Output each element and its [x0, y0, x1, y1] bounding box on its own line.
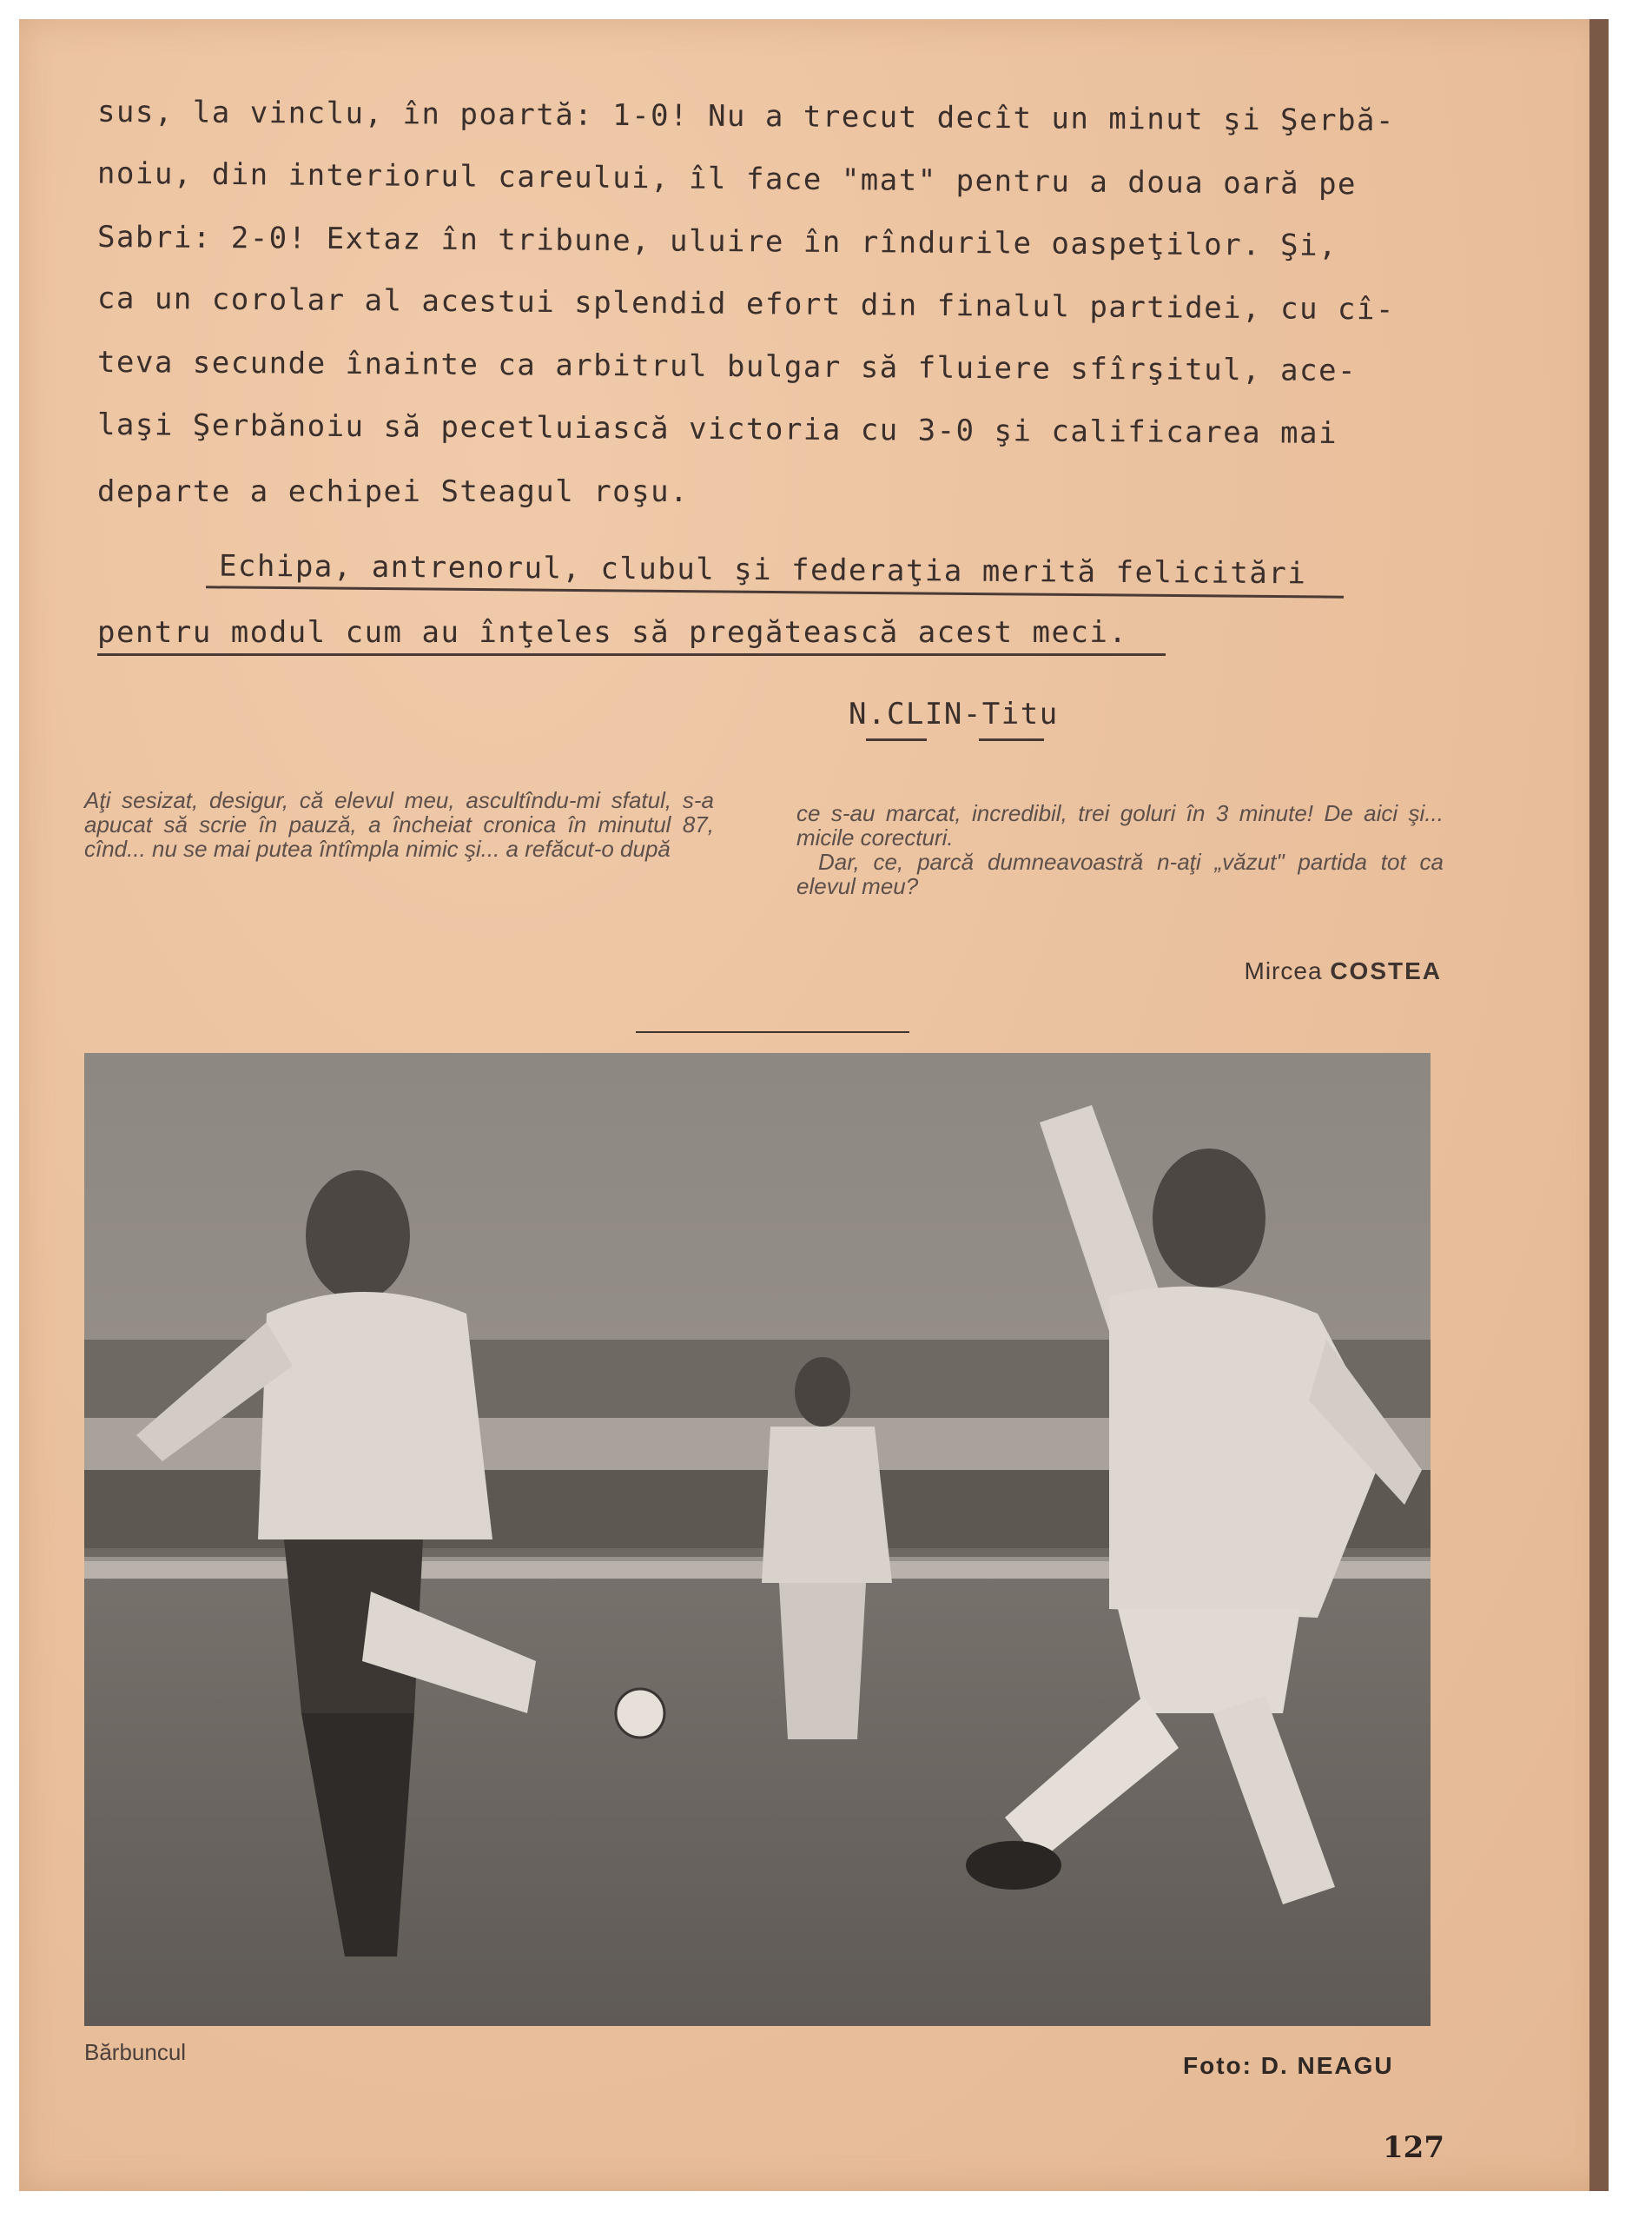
author-first-name: Mircea — [1244, 957, 1323, 984]
editor-note-text: Aţi sesizat, desigur, că elevul meu, ascultîndu-mi sfatul, s-a apucat să scrie în pauză, a încheiat cronica în minutul 87, cînd... nu se mai putea întîmpla nimic şi... a refăcut-o după — [84, 787, 714, 862]
editor-note-text: Dar, ce, parcă dumneavoastră n-aţi „văzut" partida tot ca elevul meu? — [796, 849, 1444, 899]
signature-underline — [979, 738, 1044, 741]
article-line-5: teva secunde înainte ca arbitrul bulgar să fluiere sfîrşitul, ace- — [96, 344, 1358, 389]
article-line-9: pentru modul cum au înţeles să pregătească acest meci. — [97, 615, 1128, 650]
page-binding-edge — [1589, 19, 1609, 2191]
article-line-2: noiu, din interiorul careului, îl face "mat" pentru a doua oară pe — [96, 156, 1358, 202]
football-match-photo — [84, 1053, 1431, 2026]
article-line-4: ca un corolar al acestui splendid efort din finalul partidei, cu cî- — [96, 281, 1396, 328]
signature-underline — [866, 738, 927, 741]
section-divider — [636, 1031, 909, 1033]
article-line-6: laşi Şerbănoiu să pecetluiască victoria cu 3-0 şi calificarea mai — [96, 407, 1338, 451]
article-line-3: Sabri: 2-0! Extaz în tribune, uluire în rîndurile oaspeţilor. Şi, — [96, 220, 1338, 263]
note-author — [1245, 957, 1442, 985]
author-last-name: COSTEA — [1330, 957, 1442, 984]
article-signature: N.CLIN-Titu — [849, 697, 1059, 732]
photo-illustration — [84, 1053, 1431, 2026]
article-line-1: sus, la vinclu, în poartă: 1-0! Nu a trecut decît un minut şi Şerbă- — [96, 94, 1396, 139]
magazine-page — [19, 19, 1607, 2191]
photo-credit: Foto: D. NEAGU — [1183, 2052, 1394, 2079]
editor-note-column-2 — [796, 801, 1444, 898]
article-line-8: Echipa, antrenorul, clubul şi federaţia merită felicitări — [218, 548, 1307, 592]
underline-stroke — [97, 653, 1166, 656]
editor-note-text: ce s-au marcat, incredibil, trei goluri în 3 minute! De aici şi... micile corecturi. — [796, 800, 1444, 851]
page-number: 127 — [1383, 2130, 1444, 2165]
photo-caption: Bărbuncul — [84, 2039, 187, 2065]
article-text — [96, 94, 1452, 690]
article-line-7: departe a echipei Steagul roşu. — [97, 474, 690, 509]
editor-note-column-1 — [84, 788, 714, 861]
